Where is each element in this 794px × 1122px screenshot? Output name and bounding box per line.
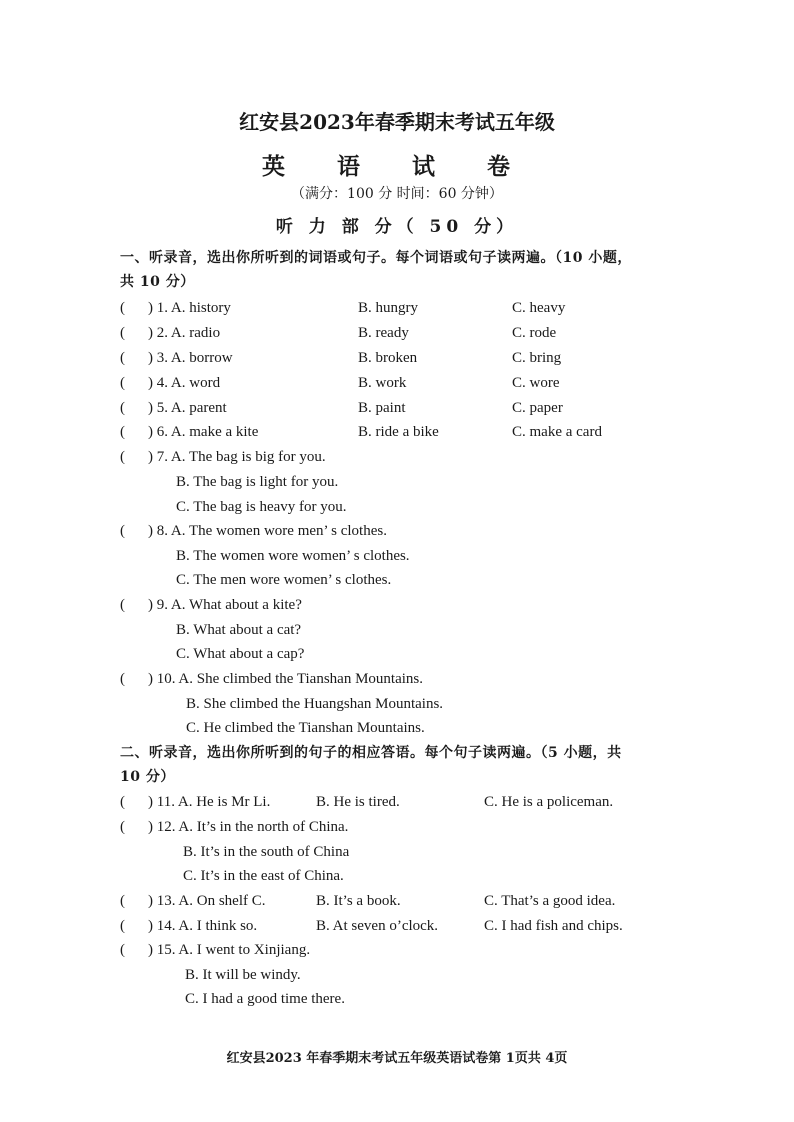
option-line: B. She climbed the Huangshan Mountains. [186, 696, 444, 712]
option-line: C. I had a good time there. [185, 991, 345, 1007]
section1-instruction: 一、听录音，选出你所听到的词语或句子。每个词语或句子读两遍。（10 小题， 共 10 分） [120, 250, 632, 290]
option-line: C. The bag is heavy for you. [176, 499, 347, 515]
answer-paren[interactable]: ( [120, 449, 125, 465]
option-line: C. What about a cap? [176, 646, 305, 662]
exam-title: 红安县2023年春季期末考试五年级 [239, 110, 555, 134]
answer-paren[interactable]: ( [120, 918, 125, 934]
answer-paren[interactable]: ( [120, 350, 125, 366]
answer-paren[interactable]: ( [120, 819, 125, 835]
answer-paren[interactable]: ( [120, 300, 125, 316]
score-time-info: （满分：100 分 时间：60 分钟） [291, 186, 503, 202]
answer-paren[interactable]: ( [120, 893, 125, 909]
option-line: C. It’s in the east of China. [183, 868, 344, 884]
answer-paren[interactable]: ( [120, 523, 125, 539]
option-line: C. He climbed the Tianshan Mountains. [186, 720, 425, 736]
exam-page: 红安县2023年春季期末考试五年级 英 语 试 卷 （满分：100 分 时间：60 分钟） 听 力 部 分（ 50 分） 一、听录音，选出你所听到的词语或句子。每个词语或句子读两遍。（10 小题， 共 10 分） ( ) 1. A. history B. hungry C. heavy ( ) 2. A. radio B. ready C. rode ( ) 3. A. borrow B. broken C. bring ( ) 4. A. word B. work C. wore ( ) 5. A. parent B. paint C. paper ( ) 6. A. make a kite B. ride a bike C. make a card ( ) 7. A. The bag is big for you. B. The bag is light for you. C. The bag is heavy for you. ( ) 8. A. The women wore men’ s clothes. B. The women wore women’ s clothes. C. The men wore women’ s clothes. ( ) 9. A. What about a kite? B. What about a cat? C. What about a cap? ( ) 10. A. She climbed the Tianshan Mountains. B. She climbed the Huangshan Mountains. C. He climbed the Tianshan Mountains. 二、听录音，选出你所听到的句子的相应答语。每个句子读两遍。（5 小题，共 10 分） ( ) 11. A. He is Mr Li. B. He is tired. C. He is a policeman. ( ) 12. A. It’s in the north of China. B. It’s in the south of China C. It’s in the east of China. ( ) 13. A. On shelf C. B. It’s a book. C. That’s a good idea. ( ) 14. A. I think so. B. At seven o’clock. C. I had fish and chips. ( ) 15. A. I went to Xinjiang. B. It will be windy. C. I had a good time there. 红安县2023 年春季期末考试五年级英语试卷第 1页共 4页 [0, 0, 794, 1122]
subject-title: 英 语 试 卷 [261, 153, 533, 180]
answer-paren[interactable]: ( [120, 424, 125, 440]
answer-paren[interactable]: ( [120, 671, 125, 687]
section2-instruction: 二、听录音，选出你所听到的句子的相应答语。每个句子读两遍。（5 小题，共 10 分） [120, 745, 622, 785]
answer-paren[interactable]: ( [120, 597, 125, 613]
option-line: B. The bag is light for you. [176, 474, 339, 490]
option-line: C. The men wore women’ s clothes. [176, 572, 392, 588]
page-footer: 红安县2023 年春季期末考试五年级英语试卷第 1页共 4页 [226, 1051, 568, 1066]
answer-paren[interactable]: ( [120, 794, 125, 810]
option-line: B. What about a cat? [176, 622, 302, 638]
option-line: B. The women wore women’ s clothes. [176, 548, 410, 564]
option-line: B. It’s in the south of China [183, 844, 350, 860]
answer-paren[interactable]: ( [120, 375, 125, 391]
answer-paren[interactable]: ( [120, 942, 125, 958]
answer-paren[interactable]: ( [120, 400, 125, 416]
listening-part-heading: 听 力 部 分（ 50 分） [275, 217, 519, 237]
answer-paren[interactable]: ( [120, 325, 125, 341]
option-line: B. It will be windy. [185, 967, 301, 983]
